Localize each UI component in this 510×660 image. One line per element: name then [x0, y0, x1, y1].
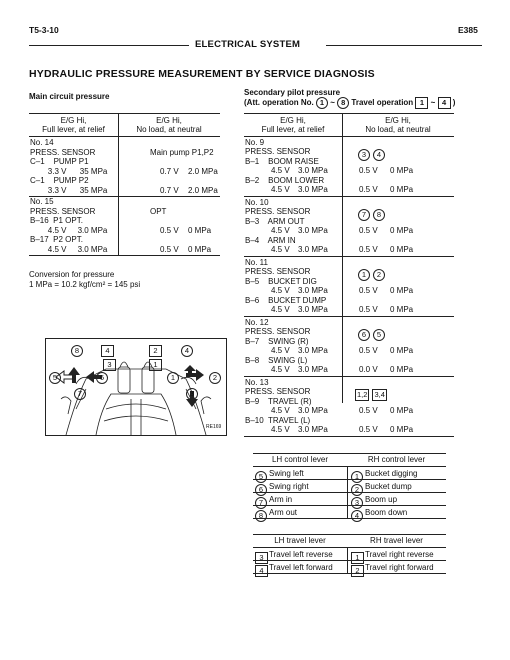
lever-left-text: Travel left forward: [269, 563, 333, 572]
lever-rh-header: RH travel lever: [370, 536, 423, 545]
group-mark: 1: [358, 269, 370, 281]
group-mark: 2: [373, 269, 385, 281]
line-v1: 4.5 V: [271, 286, 290, 295]
line-p1: 3.0 MPa: [298, 406, 328, 415]
line-p1: 3.0 MPa: [298, 305, 328, 314]
group-sensor: PRESS. SENSOR: [245, 387, 311, 396]
travel-op-from: 1: [415, 97, 428, 109]
lever-right-num: [351, 562, 364, 580]
group-mark: 7: [358, 209, 370, 221]
line-name: B–5 BUCKET DIG: [245, 277, 317, 286]
group-mark: 4: [373, 149, 385, 161]
left-row-volt: 0.5 V: [160, 244, 179, 254]
lever-left-mark: 7: [255, 497, 267, 509]
line-name: B–4 ARM IN: [245, 236, 296, 245]
group-rule: [244, 316, 454, 317]
line-p1: 3.0 MPa: [298, 245, 328, 254]
fig-circle-6: 6: [96, 372, 108, 384]
group-rule: [244, 196, 454, 197]
group-marks: [358, 326, 388, 344]
group-sensor: PRESS. SENSOR: [245, 267, 311, 276]
line-v1: 4.5 V: [271, 346, 290, 355]
lever-right-mark: 1: [351, 471, 363, 483]
left-row-label: 4.5 V 3.0 MPa: [30, 244, 108, 254]
line-v1: 4.5 V: [271, 406, 290, 415]
att-op-from: 1: [316, 97, 328, 109]
left-col1-head1: E/G Hi,: [60, 116, 87, 125]
line-p2: 0 MPa: [390, 365, 414, 374]
lever-right-mark: 2: [351, 565, 364, 577]
fig-square-1: 1: [149, 359, 162, 371]
left-row-volt: 0.5 V: [160, 225, 179, 235]
lever-rule: [253, 573, 446, 574]
left-row-label: C–1 PUMP P2: [30, 176, 89, 185]
left-row-label: No. 15: [30, 197, 54, 206]
right-col2-head1: E/G Hi,: [385, 116, 411, 125]
line-v2: 0.5 V: [359, 185, 378, 194]
line-p2: 0 MPa: [390, 245, 414, 254]
chapter-title: ELECTRICAL SYSTEM: [195, 39, 301, 50]
line-p2: 0 MPa: [390, 406, 414, 415]
left-row-volt: 0.7 V: [160, 185, 179, 195]
lever-left-text: Swing right: [269, 482, 309, 491]
lever-right-text: Travel right reverse: [365, 550, 434, 559]
line-v2: 0.0 V: [359, 365, 378, 374]
line-p1: 3.0 MPa: [298, 425, 328, 434]
group-no: No. 11: [245, 258, 268, 267]
fig-circle-8: 8: [71, 345, 83, 357]
fig-square-4: 4: [101, 345, 114, 357]
left-row-label: No. 14: [30, 138, 54, 147]
left-row-press: 0 MPa: [188, 225, 212, 235]
line-p2: 0 MPa: [390, 305, 414, 314]
group-marks: [355, 386, 390, 404]
left-row-label: PRESS. SENSOR: [30, 206, 96, 216]
line-v1: 4.5 V: [271, 305, 290, 314]
lever-lh-header: LH travel lever: [274, 536, 326, 545]
line-p1: 3.0 MPa: [298, 226, 328, 235]
lever-rule: [253, 492, 446, 493]
group-mark: 5: [373, 329, 385, 341]
figure-code: RE169: [206, 424, 222, 430]
line-p2: 0 MPa: [390, 346, 414, 355]
group-mark: 8: [373, 209, 385, 221]
lever-left-num: [255, 562, 268, 580]
line-p2: 0 MPa: [390, 185, 414, 194]
lever-right-mark: 1: [351, 552, 364, 564]
line-p2: 0 MPa: [390, 166, 414, 175]
group-marks: [358, 266, 388, 284]
lever-divider: [347, 547, 348, 560]
cab-figure: [45, 338, 227, 436]
main-circuit-heading: Main circuit pressure: [29, 92, 110, 101]
group-mark: 3: [358, 149, 370, 161]
line-v2: 0.5 V: [359, 226, 378, 235]
lever-divider: [347, 560, 348, 573]
lever-left-mark: 8: [255, 510, 267, 522]
line-v1: 4.5 V: [271, 185, 290, 194]
line-p1: 3.0 MPa: [298, 286, 328, 295]
fig-circle-5: 5: [49, 372, 61, 384]
line-p1: 3.0 MPa: [298, 365, 328, 374]
travel-op-tilde: ~: [430, 98, 436, 108]
lever-right-text: Boom up: [365, 495, 398, 504]
left-row-label: 3.3 V 35 MPa: [30, 185, 108, 195]
line-name: B–6 BUCKET DUMP: [245, 296, 327, 305]
line-v2: 0.5 V: [359, 166, 378, 175]
left-col1-head2: Full lever, at relief: [42, 125, 105, 134]
lever-left-mark: 3: [255, 552, 268, 564]
left-row-label: PRESS. SENSOR: [30, 147, 96, 157]
left-table-head-rule: [29, 136, 220, 137]
travel-op-label: Travel operation: [351, 98, 414, 108]
group-marks: [358, 206, 388, 224]
left-row-label: C–1 PUMP P1: [30, 157, 89, 166]
travel-op-close: ): [452, 98, 456, 108]
line-name: B–9 TRAVEL (R): [245, 397, 312, 406]
left-col2-head2: No load, at neutral: [136, 125, 202, 134]
group-rule: [244, 436, 454, 437]
fig-circle-2: 2: [209, 372, 221, 384]
group-marks: [358, 146, 388, 164]
left-row-label: B–17 P2 OPT.: [30, 235, 83, 244]
group-rule: [244, 376, 454, 377]
line-v1: 4.5 V: [271, 245, 290, 254]
lever-rule: [253, 505, 446, 506]
fig-circle-7: 7: [74, 388, 86, 400]
lever-left-num: [255, 507, 267, 525]
conversion-title: Conversion for pressure: [29, 270, 115, 279]
section-title: HYDRAULIC PRESSURE MEASUREMENT BY SERVICE DIAGNOSIS: [29, 68, 375, 80]
left-row-press: 2.0 MPa: [188, 166, 218, 176]
header-rule-right: [326, 45, 482, 46]
left-table-top-rule: [29, 113, 220, 114]
line-p2: 0 MPa: [390, 286, 414, 295]
left-row-volt: 0.7 V: [160, 166, 179, 176]
lever-left-text: Arm in: [269, 495, 293, 504]
att-op-to: 8: [337, 97, 349, 109]
line-name: B–8 SWING (L): [245, 356, 308, 365]
line-v1: 4.5 V: [271, 166, 290, 175]
line-v2: 0.5 V: [359, 305, 378, 314]
fig-circle-4: 4: [181, 345, 193, 357]
group-no: No. 10: [245, 198, 269, 207]
lever-right-mark: 3: [351, 497, 363, 509]
line-name: B–7 SWING (R): [245, 337, 309, 346]
right-table-top-rule: [244, 113, 454, 114]
att-op-label: (Att. operation No.: [244, 98, 314, 108]
left-row-label: B–16 P1 OPT.: [30, 216, 83, 225]
lever-left-mark: 4: [255, 565, 268, 577]
lever-rule: [253, 518, 446, 519]
lever-lh-header: LH control lever: [271, 455, 329, 464]
travel-op-to: 4: [438, 97, 451, 109]
lever-left-text: Arm out: [269, 508, 298, 517]
line-v2: 0.5 V: [359, 245, 378, 254]
line-v2: 0.5 V: [359, 346, 378, 355]
lever-left-text: Travel left reverse: [269, 550, 333, 559]
line-v2: 0.5 V: [359, 406, 378, 415]
lever-divider: [347, 466, 348, 479]
group-no: No. 12: [245, 318, 269, 327]
line-v1: 4.5 V: [271, 365, 290, 374]
fig-square-3: 3: [103, 359, 116, 371]
lever-right-mark: 2: [351, 484, 363, 496]
left-col2-head1: E/G Hi,: [156, 116, 182, 125]
line-p1: 3.0 MPa: [298, 346, 328, 355]
lever-divider: [347, 505, 348, 518]
lever-right-num: [351, 507, 363, 525]
line-v1: 4.5 V: [271, 425, 290, 434]
group-no: No. 9: [245, 138, 265, 147]
lever-right-text: Travel right forward: [365, 563, 434, 572]
left-row-volt: OPT: [150, 206, 167, 216]
lever-top-rule: [253, 453, 446, 454]
group-sensor: PRESS. SENSOR: [245, 327, 311, 336]
right-table-divider: [342, 113, 343, 403]
line-p1: 3.0 MPa: [298, 185, 328, 194]
fig-square-2: 2: [149, 345, 162, 357]
line-p2: 0 MPa: [390, 425, 414, 434]
lever-rule: [253, 479, 446, 480]
left-row-label: 4.5 V 3.0 MPa: [30, 225, 108, 235]
lever-rule: [253, 560, 446, 561]
lever-rule: [253, 547, 446, 548]
secondary-heading: Secondary pilot pressure: [244, 88, 341, 97]
group-no: No. 13: [245, 378, 269, 387]
lever-rule: [253, 466, 446, 467]
right-col1-head1: E/G Hi,: [280, 116, 306, 125]
left-group-rule: [29, 196, 220, 197]
line-name: B–1 BOOM RAISE: [245, 157, 319, 166]
fig-circle-3: 3: [186, 388, 198, 400]
lever-right-text: Bucket digging: [365, 469, 418, 478]
fig-circle-1: 1: [167, 372, 179, 384]
lever-right-mark: 4: [351, 510, 363, 522]
line-name: B–3 ARM OUT: [245, 217, 305, 226]
line-v2: 0.5 V: [359, 425, 378, 434]
lever-top-rule: [253, 534, 446, 535]
left-row-press: 0 MPa: [188, 244, 212, 254]
lever-right-text: Bucket dump: [365, 482, 412, 491]
group-sensor: PRESS. SENSOR: [245, 207, 311, 216]
right-col1-head2: Full lever, at relief: [261, 125, 325, 134]
left-row-press: 2.0 MPa: [188, 185, 218, 195]
group-sensor: PRESS. SENSOR: [245, 147, 311, 156]
header-rule-left: [29, 45, 189, 46]
page-number: T5-3-10: [29, 25, 59, 35]
line-name: B–10 TRAVEL (L): [245, 416, 311, 425]
group-mark: 6: [358, 329, 370, 341]
right-table-head-rule: [244, 136, 454, 137]
line-v2: 0.5 V: [359, 286, 378, 295]
lever-left-mark: 6: [255, 484, 267, 496]
group-rule: [244, 256, 454, 257]
left-table-bottom-rule: [29, 255, 220, 256]
lever-right-text: Boom down: [365, 508, 408, 517]
left-row-volt: Main pump P1,P2: [150, 147, 214, 157]
secondary-heading-ops: [244, 97, 455, 109]
right-col2-head2: No load, at neutral: [365, 125, 431, 134]
lever-divider: [347, 479, 348, 492]
lever-left-text: Swing left: [269, 469, 304, 478]
group-mark: 1,2: [357, 389, 368, 399]
group-mark: 3,4: [374, 389, 385, 399]
doc-code: E385: [458, 25, 478, 35]
conversion-value: 1 MPa = 10.2 kgf/cm² = 145 psi: [29, 280, 141, 289]
lever-divider: [347, 492, 348, 505]
lever-left-mark: 5: [255, 471, 267, 483]
line-name: B–2 BOOM LOWER: [245, 176, 325, 185]
line-v1: 4.5 V: [271, 226, 290, 235]
att-op-tilde: ~: [330, 98, 335, 108]
left-row-label: 3.3 V 35 MPa: [30, 166, 108, 176]
lever-rh-header: RH control lever: [367, 455, 426, 464]
line-p1: 3.0 MPa: [298, 166, 328, 175]
line-p2: 0 MPa: [390, 226, 414, 235]
